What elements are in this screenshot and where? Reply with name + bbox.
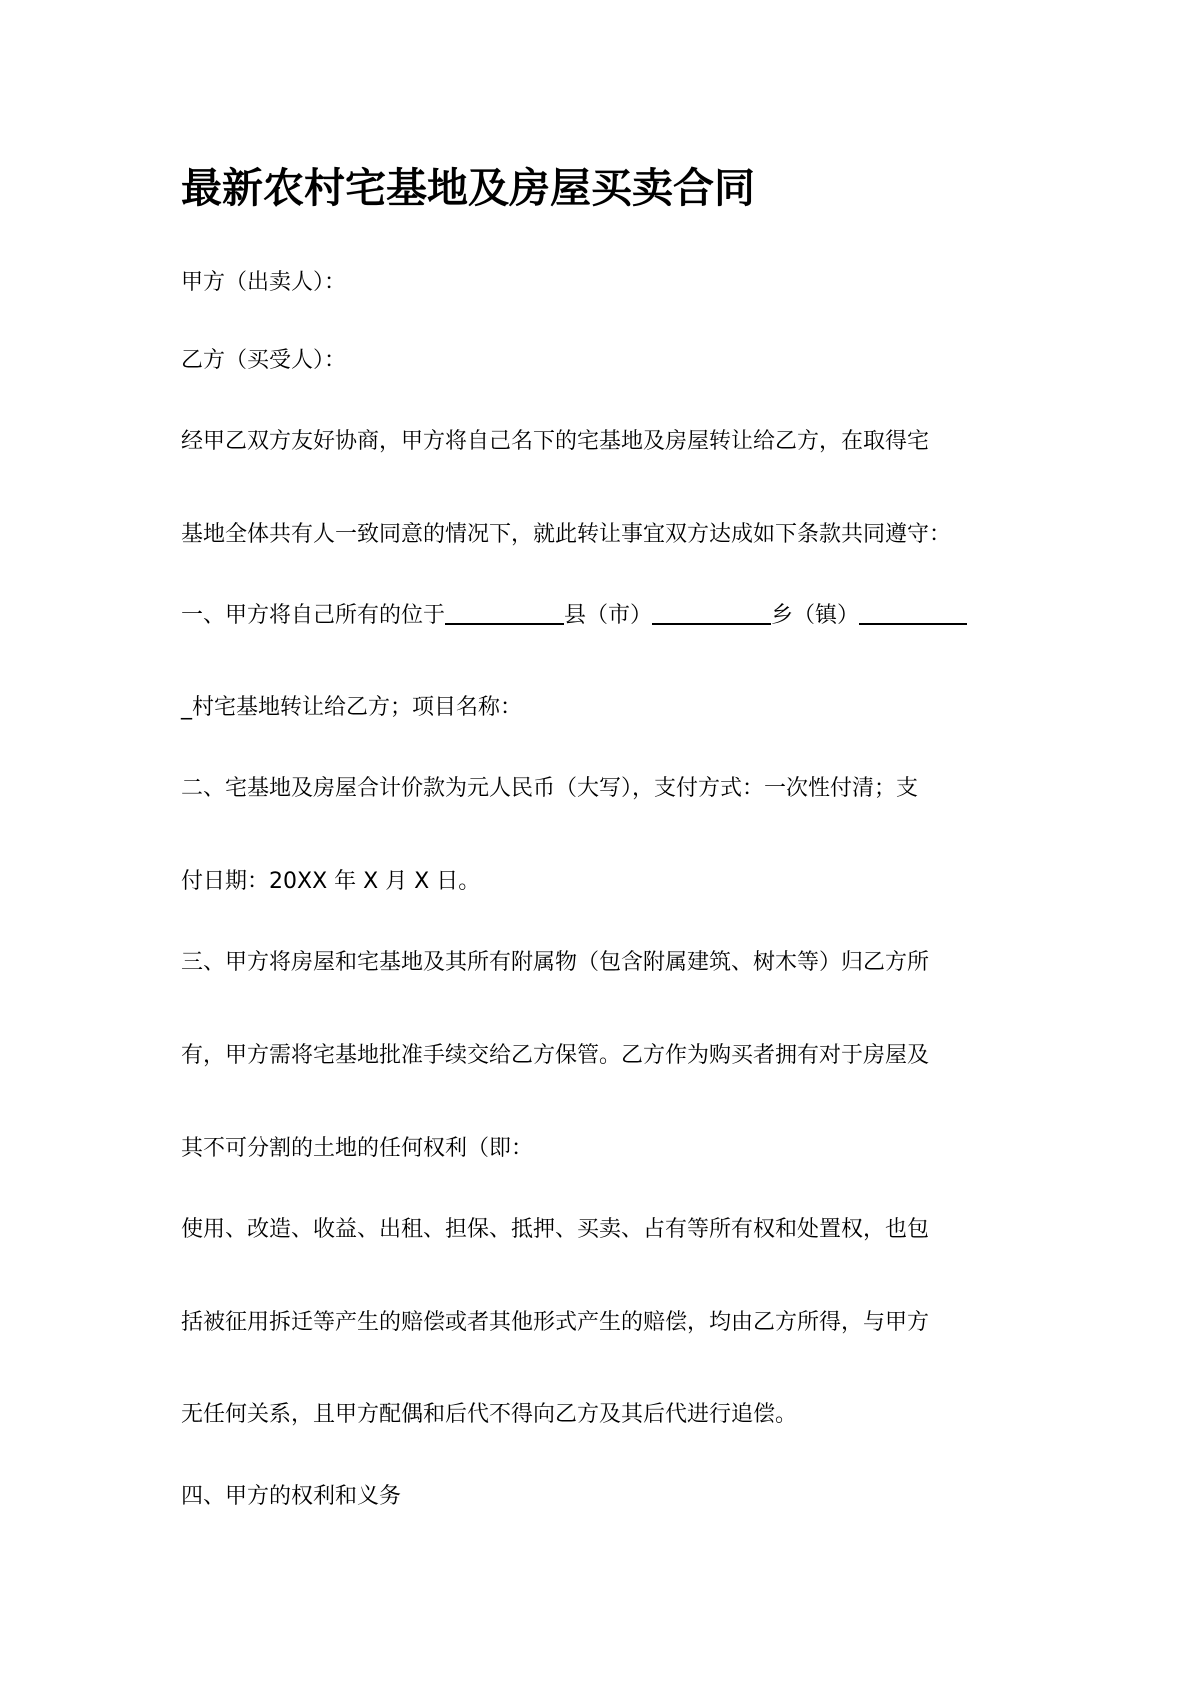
township-blank xyxy=(652,601,771,625)
party-b-line: 乙方（买受人）： xyxy=(181,348,347,373)
clause-3-line-3: 其不可分割的土地的任何权利（即： xyxy=(181,1136,534,1161)
clause-1-text-county: 县（市） xyxy=(564,603,653,628)
clause-3-line-6: 无任何关系，且甲方配偶和后代不得向乙方及其后代进行追偿。 xyxy=(181,1402,798,1427)
party-a-line: 甲方（出卖人）： xyxy=(181,270,347,295)
village-blank xyxy=(859,601,967,625)
document-title: 最新农村宅基地及房屋买卖合同 xyxy=(181,164,755,212)
clause-1-text-township: 乡（镇） xyxy=(771,603,860,628)
clause-3-line-5: 括被征用拆迁等产生的赔偿或者其他形式产生的赔偿，均由乙方所得，与甲方 xyxy=(181,1310,930,1335)
clause-3-line-2: 有，甲方需将宅基地批准手续交给乙方保管。乙方作为购买者拥有对于房屋及 xyxy=(181,1043,930,1068)
intro-line-2: 基地全体共有人一致同意的情况下，就此转让事宜双方达成如下条款共同遵守： xyxy=(181,522,952,547)
clause-1-text-location: 一、甲方将自己所有的位于 xyxy=(181,603,446,628)
clause-3-line-1: 三、甲方将房屋和宅基地及其所有附属物（包含附属建筑、树木等）归乙方所 xyxy=(181,950,930,975)
intro-line-1: 经甲乙双方友好协商，甲方将自己名下的宅基地及房屋转让给乙方，在取得宅 xyxy=(181,429,930,454)
clause-1-line-1 xyxy=(181,601,967,631)
county-blank xyxy=(445,601,564,625)
clause-1-line-2: _村宅基地转让给乙方；项目名称： xyxy=(181,695,523,720)
clause-2-line-2: 付日期：20XX 年 X 月 X 日。 xyxy=(181,869,481,894)
clause-3-line-4: 使用、改造、收益、出租、担保、抵押、买卖、占有等所有权和处置权，也包 xyxy=(181,1217,930,1242)
clause-2-line-1: 二、宅基地及房屋合计价款为元人民币（大写），支付方式：一次性付清；支 xyxy=(181,776,919,801)
clause-4-heading: 四、甲方的权利和义务 xyxy=(181,1484,402,1509)
